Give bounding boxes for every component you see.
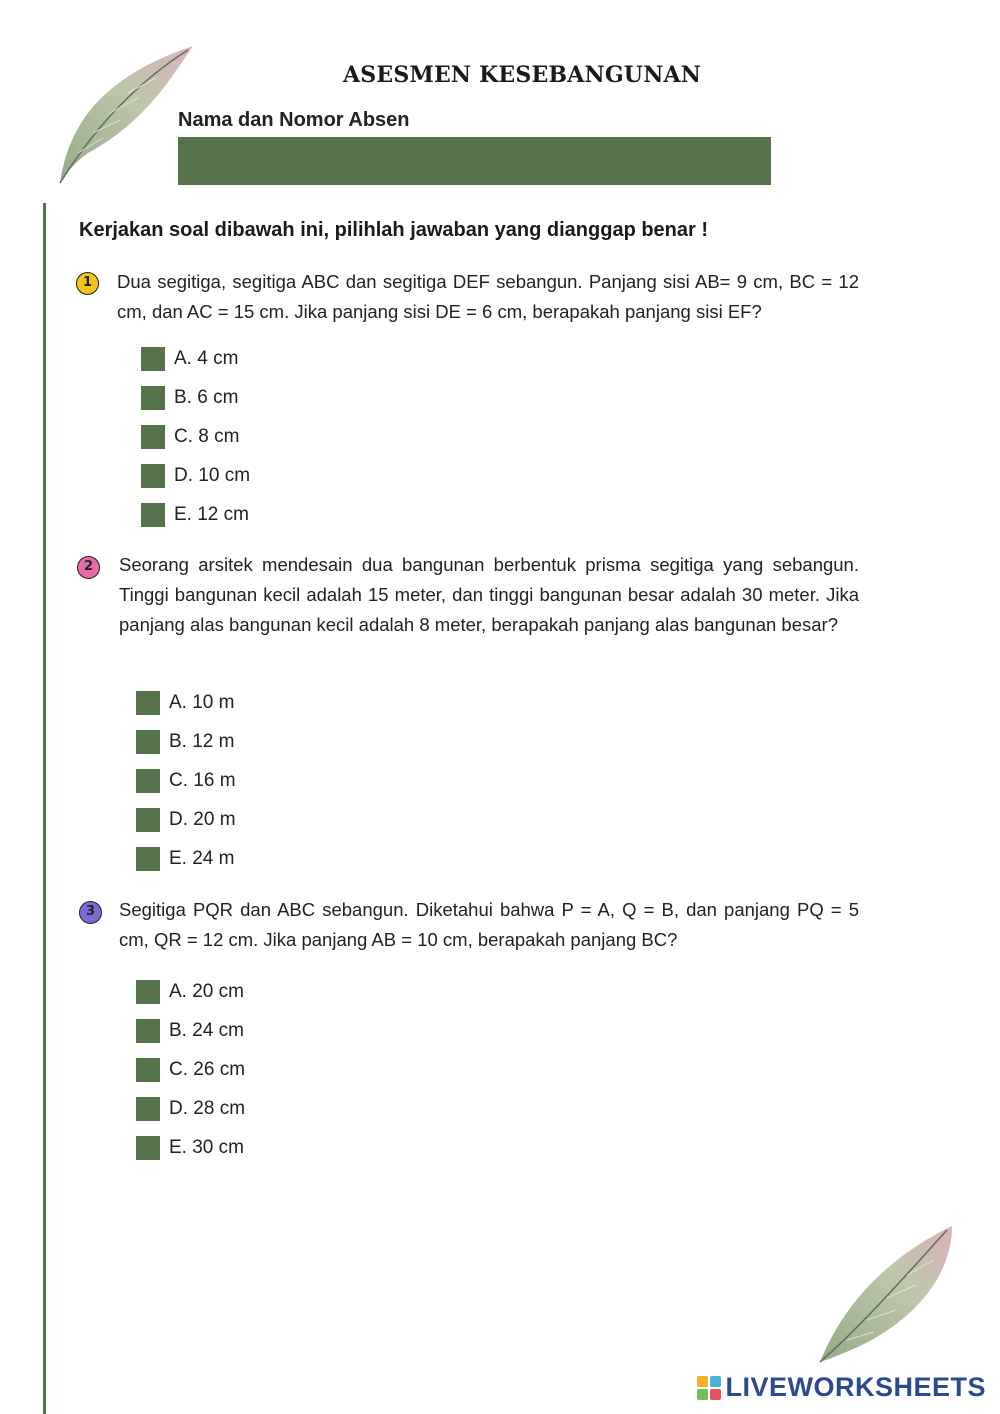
answer-checkbox[interactable]	[136, 980, 160, 1004]
answer-checkbox[interactable]	[136, 847, 160, 871]
answer-checkbox[interactable]	[141, 503, 165, 527]
question-2-number-badge: 2	[77, 556, 100, 579]
page-title: ASESMEN KESEBANGUNAN	[343, 62, 702, 88]
answer-checkbox[interactable]	[141, 464, 165, 488]
question-3-option-c[interactable]: C. 26 cm	[136, 1056, 245, 1084]
question-3-text: Segitiga PQR dan ABC sebangun. Diketahui bahwa P = A, Q = B, dan panjang PQ = 5 cm, QR = 12 cm. Jika panjang AB = 10 cm, berapakah panjang BC?	[119, 899, 859, 950]
question-2-option-a[interactable]: A. 10 m	[136, 689, 234, 717]
question-2-option-c[interactable]: C. 16 m	[136, 767, 236, 795]
logo-text: LIVEWORKSHEETS	[725, 1372, 986, 1402]
question-2-option-d[interactable]: D. 20 m	[136, 806, 236, 834]
answer-checkbox[interactable]	[136, 1019, 160, 1043]
question-1-number-badge: 1	[76, 272, 99, 295]
question-1-option-a[interactable]: A. 4 cm	[141, 345, 238, 373]
question-3-option-b[interactable]: B. 24 cm	[136, 1017, 244, 1045]
answer-checkbox[interactable]	[141, 347, 165, 371]
question-1-option-b[interactable]: B. 6 cm	[141, 384, 238, 412]
question-1-option-d[interactable]: D. 10 cm	[141, 462, 250, 490]
answer-checkbox[interactable]	[141, 386, 165, 410]
question-1-text: Dua segitiga, segitiga ABC dan segitiga DEF sebangun. Panjang sisi AB= 9 cm, BC = 12 cm, dan AC = 15 cm. Jika panjang sisi DE = 6 cm, berapakah panjang sisi EF?	[117, 271, 859, 322]
answer-checkbox[interactable]	[136, 1136, 160, 1160]
question-3-option-d[interactable]: D. 28 cm	[136, 1095, 245, 1123]
leaf-decoration-top-left	[48, 38, 198, 188]
question-3-option-a[interactable]: A. 20 cm	[136, 978, 244, 1006]
answer-checkbox[interactable]	[136, 691, 160, 715]
name-input[interactable]	[178, 137, 771, 185]
question-2-text: Seorang arsitek mendesain dua bangunan berbentuk prisma segitiga yang sebangun. Tinggi bangunan kecil adalah 15 meter, dan tinggi bangunan besar adalah 30 meter. Jika panjang alas bangunan kecil adalah 8 meter, berapakah panjang alas bangunan besar?	[119, 554, 859, 635]
answer-checkbox[interactable]	[136, 769, 160, 793]
question-3-option-e[interactable]: E. 30 cm	[136, 1134, 244, 1162]
liveworksheets-logo[interactable]	[697, 1372, 986, 1403]
answer-checkbox[interactable]	[136, 808, 160, 832]
answer-checkbox[interactable]	[136, 1058, 160, 1082]
name-field-label: Nama dan Nomor Absen	[178, 109, 410, 131]
question-1-option-c[interactable]: C. 8 cm	[141, 423, 239, 451]
answer-checkbox[interactable]	[136, 1097, 160, 1121]
instructions: Kerjakan soal dibawah ini, pilihlah jawaban yang dianggap benar !	[79, 219, 709, 241]
question-1-option-e[interactable]: E. 12 cm	[141, 501, 249, 529]
answer-checkbox[interactable]	[136, 730, 160, 754]
answer-checkbox[interactable]	[141, 425, 165, 449]
margin-divider	[43, 203, 46, 1414]
question-3-number-badge: 3	[79, 901, 102, 924]
leaf-decoration-bottom-right	[812, 1220, 962, 1370]
question-2-option-b[interactable]: B. 12 m	[136, 728, 234, 756]
liveworksheets-logo-icon	[697, 1376, 721, 1400]
question-2-option-e[interactable]: E. 24 m	[136, 845, 234, 873]
